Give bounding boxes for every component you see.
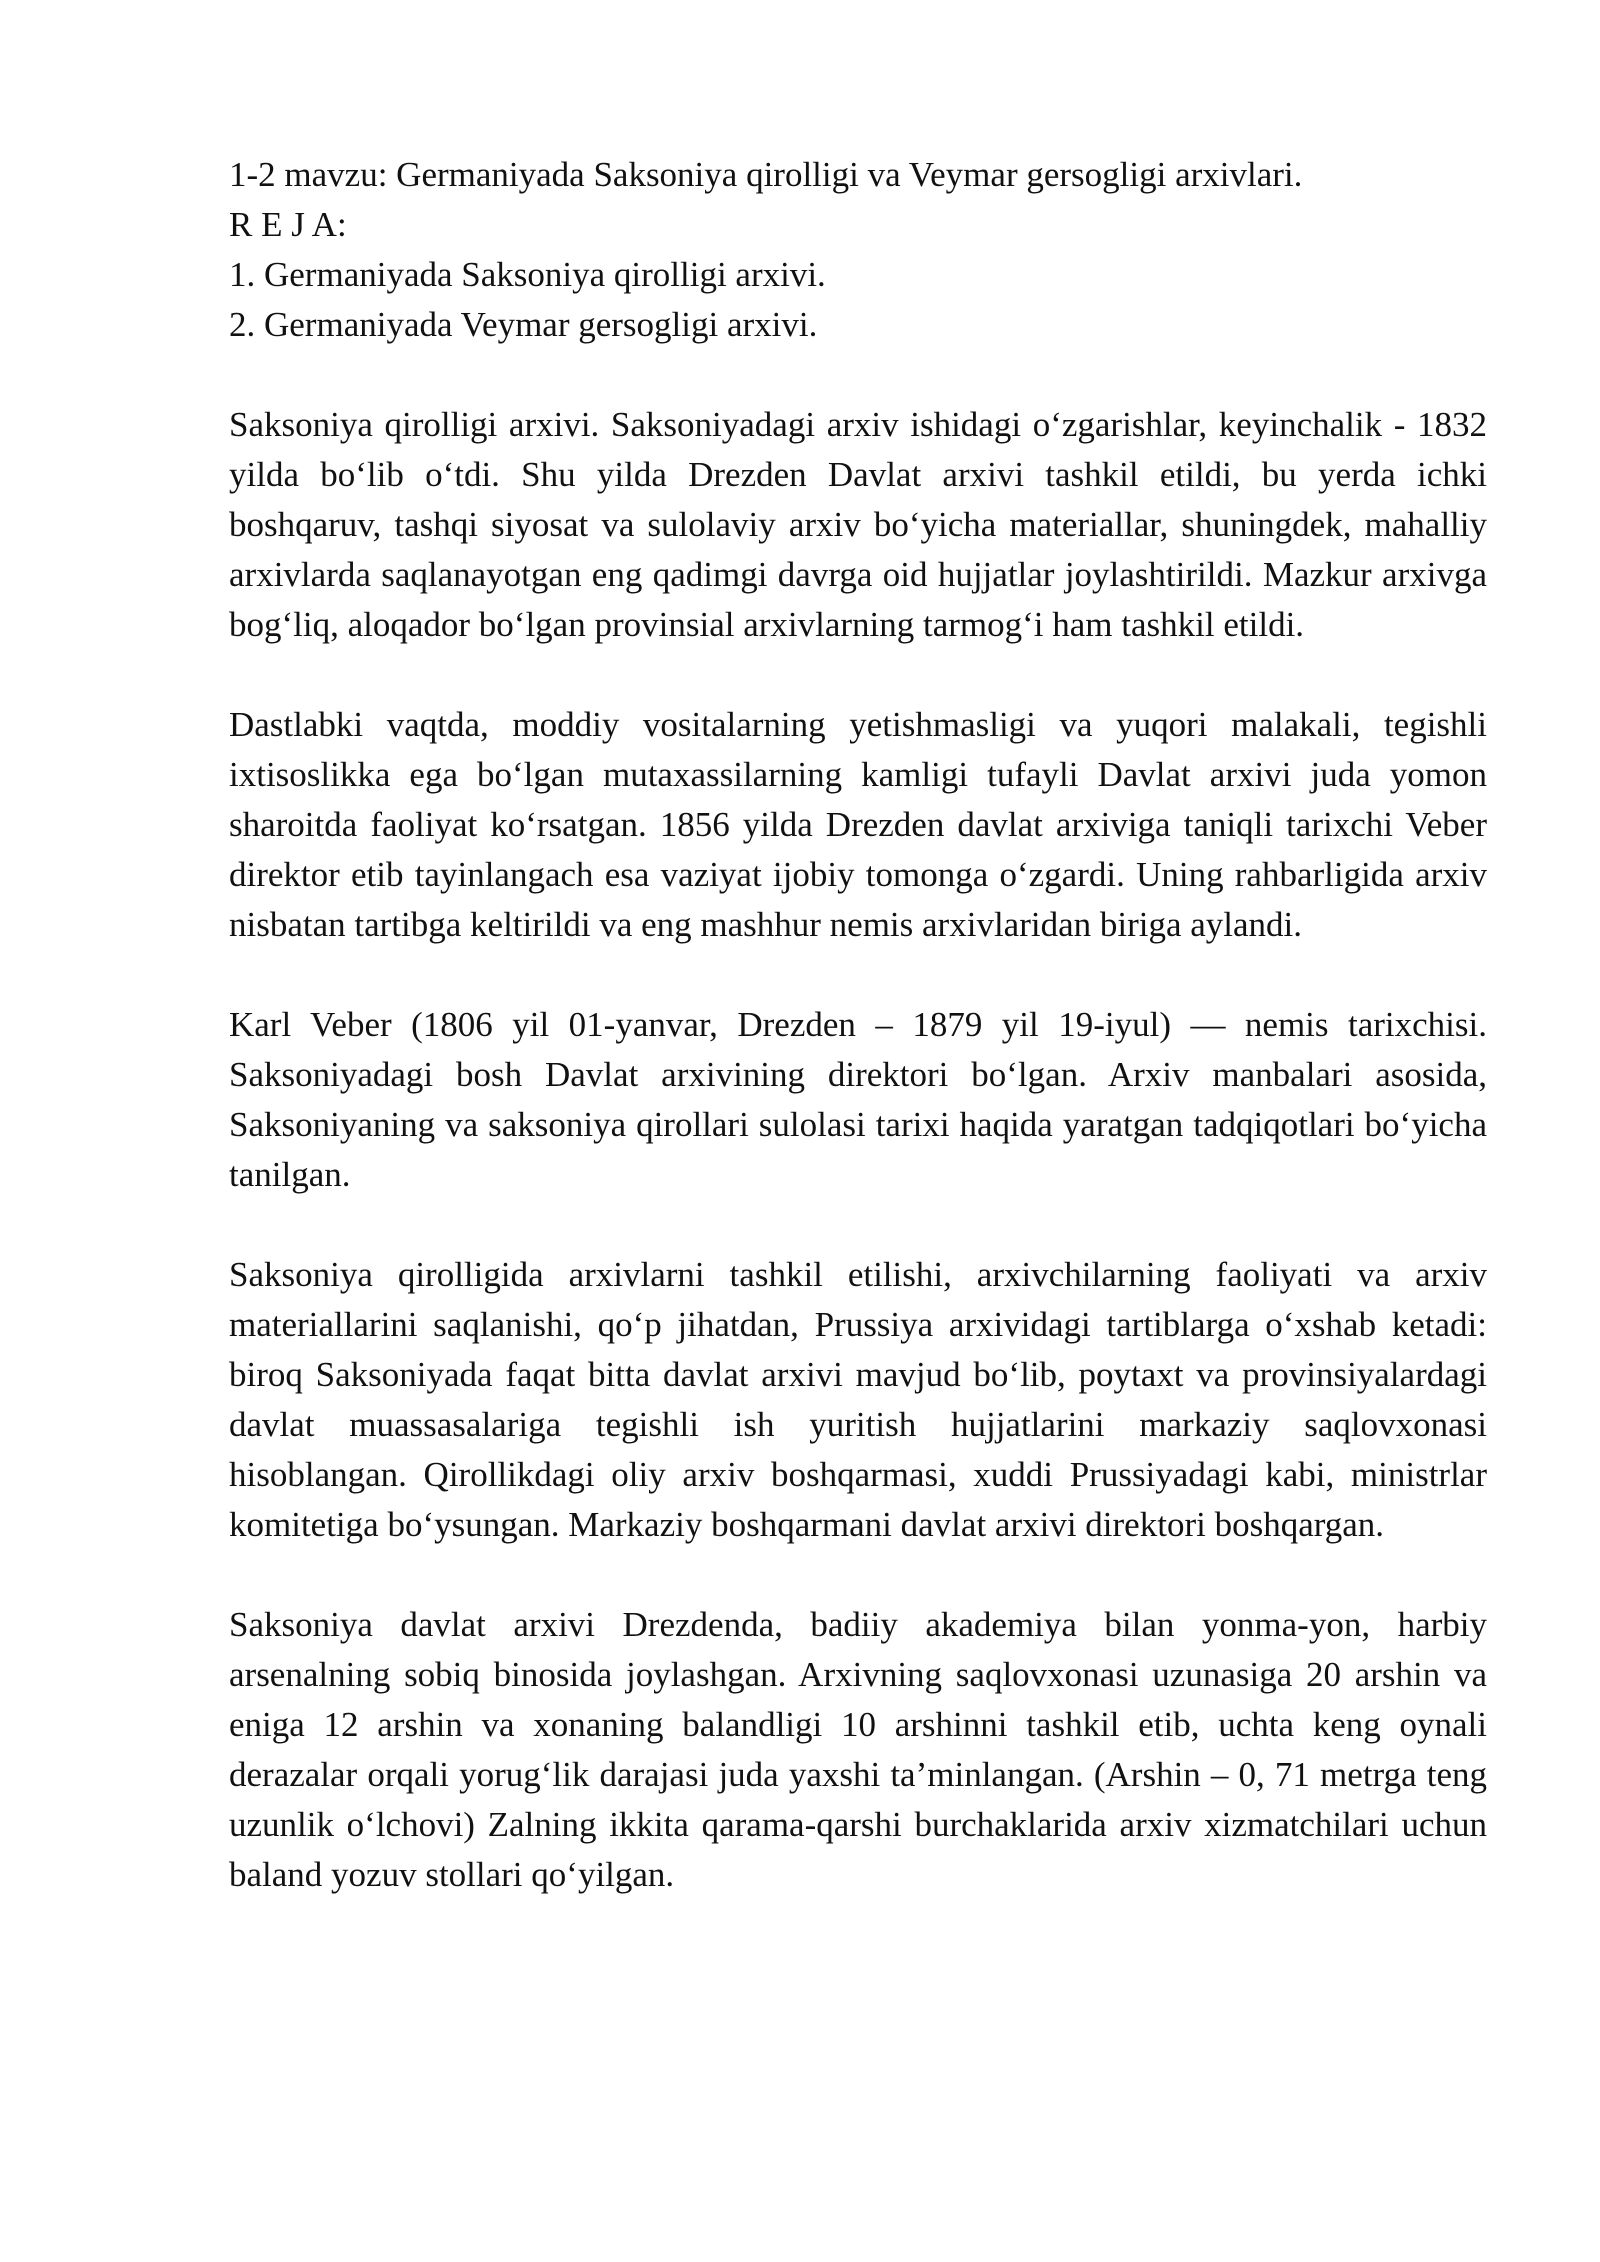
- paragraph-archive-building: Saksoniya davlat arxivi Drezdenda, badiiy akademiya bilan yonma-yon, harbiy arsenalning sobiq binosida joylashgan. Arxivning saqlovxonasi uzunasiga 20 arshin va eniga 12 arshin va xonaning balandligi 10 arshinni tashkil etib, uchta keng oynali derazalar orqali yorug‘lik darajasi juda yaxshi ta’minlangan. (Arshin – 0, 71 metrga teng uzunlik o‘lchovi) Zalning ikkita qarama-qarshi burchaklarida arxiv xizmatchilari uchun baland yozuv stollari qo‘yilgan.: [229, 1605, 1487, 1894]
- plan-item-2: 2. Germaniyada Veymar gersogligi arxivi.: [229, 305, 818, 344]
- paragraph-archive-organization: Saksoniya qirolligida arxivlarni tashkil etilishi, arxivchilarning faoliyati va arxiv materiallarini saqlanishi, qo‘p jihatdan, Prussiya arxividagi tartiblarga o‘xshab ketadi: biroq Saksoniyada faqat bitta davlat arxivi mavjud bo‘lib, poytaxt va provinsiyalardagi davlat muassasalariga tegishli ish yuritish hujjatlarini markaziy saqlovxonasi hisoblangan. Qirollikdagi oliy arxiv boshqarmasi, xuddi Prussiyadagi kabi, ministrlar komitetiga bo‘ysungan. Markaziy boshqarmani davlat arxivi direktori boshqargan.: [229, 1255, 1487, 1544]
- document-page: [229, 150, 1487, 1900]
- plan-heading: R E J A:: [229, 205, 347, 244]
- plan-item-1: 1. Germaniyada Saksoniya qirolligi arxivi.: [229, 255, 826, 294]
- paragraph-karl-weber: Karl Veber (1806 yil 01-yanvar, Drezden – 1879 yil 19-iyul) — nemis tarixchisi. Saksoniyadagi bosh Davlat arxivining direktori bo‘lgan. Arxiv manbalari asosida, Saksoniyaning va saksoniya qirollari sulolasi tarixi haqida yaratgan tadqiqotlari bo‘yicha tanilgan.: [229, 1005, 1487, 1194]
- paragraph-saxony-archive: Saksoniya qirolligi arxivi. Saksoniyadagi arxiv ishidagi o‘zgarishlar, keyinchalik - 1832 yilda bo‘lib o‘tdi. Shu yilda Drezden Davlat arxivi tashkil etildi, bu yerda ichki boshqaruv, tashqi siyosat va sulolaviy arxiv bo‘yicha materiallar, shuningdek, mahalliy arxivlarda saqlanayotgan eng qadimgi davrga oid hujjatlar joylashtirildi. Mazkur arxivga bog‘liq, aloqador bo‘lgan provinsial arxivlarning tarmog‘i ham tashkil etildi.: [229, 405, 1487, 644]
- document-title: 1-2 mavzu: Germaniyada Saksoniya qirolligi va Veymar gersogligi arxivlari.: [229, 155, 1303, 194]
- paragraph-early-period: Dastlabki vaqtda, moddiy vositalarning yetishmasligi va yuqori malakali, tegishli ixtisoslikka ega bo‘lgan mutaxassilarning kamligi tufayli Davlat arxivi juda yomon sharoitda faoliyat ko‘rsatgan. 1856 yilda Drezden davlat arxiviga taniqli tarixchi Veber direktor etib tayinlangach esa vaziyat ijobiy tomonga o‘zgardi. Uning rahbarligida arxiv nisbatan tartibga keltirildi va eng mashhur nemis arxivlaridan biriga aylandi.: [229, 705, 1487, 944]
